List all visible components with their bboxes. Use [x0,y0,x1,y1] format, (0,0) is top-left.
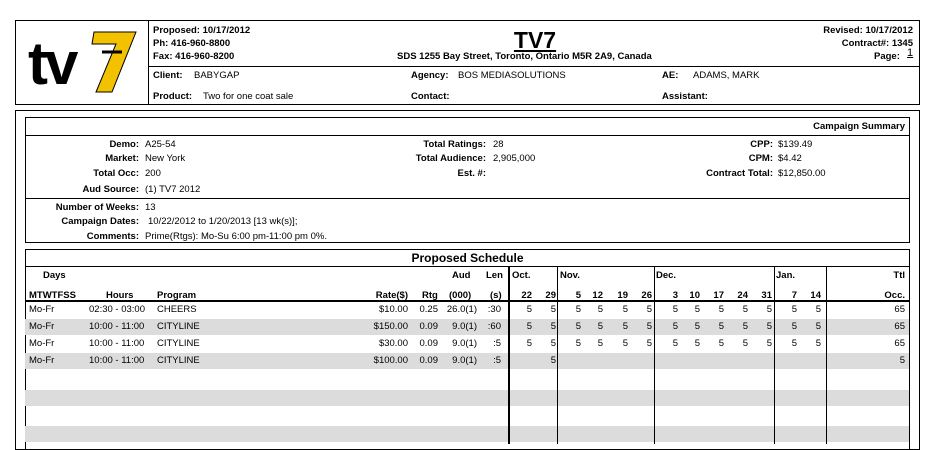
col-occ: Occ. [884,290,905,301]
total-audience-label: Total Audience: [415,153,486,164]
row-rtg: 0.09 [419,355,438,366]
header-box [15,20,920,105]
comments-label: Comments: [86,231,139,242]
ae-label: AE: [662,70,679,81]
row-rate: $150.00 [373,321,408,332]
col-aud: Aud [452,270,471,281]
row-spot: 5 [718,321,724,332]
row-spot: 5 [815,321,821,332]
row-spot: 5 [550,355,556,366]
weeks-value: 13 [145,202,156,213]
row-occ: 65 [894,304,905,315]
market-value: New York [145,153,186,164]
total-ratings-value: 28 [493,139,504,150]
row-spot: 5 [550,338,556,349]
col-rate: Rate($) [375,290,408,301]
campaign-dates-label: Campaign Dates: [61,216,139,227]
week-header: 5 [575,290,581,301]
col-ttl: Ttl [893,270,905,281]
row-days: Mo-Fr [29,304,55,315]
month-nov: Nov. [560,270,580,281]
month-divider-end [826,266,827,444]
week-header: 26 [641,290,652,301]
row-spot: 5 [597,321,603,332]
phone: Ph: 416-960-8800 [153,38,231,49]
page-number: 1 [907,47,914,59]
row-spot: 5 [766,338,772,349]
campaign-dates-value: 10/22/2012 to 1/20/2013 [13 wk(s)]; [148,216,298,227]
aud-source-label: Aud Source: [82,184,139,195]
week-header: 10 [689,290,700,301]
summary-title-line [25,135,910,136]
schedule-title: Proposed Schedule [411,251,524,265]
row-program: CITYLINE [157,355,200,366]
contact-label: Contact: [411,91,450,102]
cpm-value: $4.42 [778,153,802,164]
row-spot: 5 [815,304,821,315]
proposed-date: Proposed: 10/17/2012 [153,25,251,36]
row-spot: 5 [646,321,652,332]
contract-number: Contract#: 1345 [841,38,913,49]
schedule-title-line [25,266,910,267]
week-header: 12 [592,290,603,301]
row-rate: $30.00 [378,338,408,349]
row-spot: 5 [742,321,748,332]
header-divider [148,20,149,105]
col-program: Program [157,290,197,301]
col-hours: Hours [106,290,134,301]
col-len-s: (s) [490,290,502,301]
week-header: 7 [791,290,797,301]
row-aud: 9.0(1) [452,321,477,332]
month-dec: Dec. [656,270,677,281]
row-spot: 5 [742,338,748,349]
row-hours: 10:00 - 11:00 [89,321,145,332]
row-aud: 9.0(1) [452,338,477,349]
row-len: :5 [493,355,501,366]
total-occ-label: Total Occ: [93,168,139,179]
weeks-label: Number of Weeks: [55,202,139,213]
row-spot: 5 [550,304,556,315]
row-spot: 5 [766,321,772,332]
row-program: CITYLINE [157,338,200,349]
row-len: :60 [487,321,501,332]
product-value: Two for one coat sale [203,91,294,102]
row-rtg: 0.25 [419,304,438,315]
week-header: 17 [713,290,724,301]
row-spot: 5 [815,338,821,349]
week-header: 31 [761,290,772,301]
row-spot: 5 [646,304,652,315]
row-spot: 5 [791,304,797,315]
month-divider-jan [774,266,775,444]
row-spot: 5 [672,338,678,349]
row-spot: 5 [597,338,603,349]
total-audience-value: 2,905,000 [493,153,536,164]
summary-mid-line [25,198,910,199]
week-header: 24 [737,290,748,301]
row-spot: 5 [526,338,532,349]
agency-value: BOS MEDIASOLUTIONS [458,70,566,81]
row-spot: 5 [622,338,628,349]
row-rtg: 0.09 [419,321,438,332]
client-label: Client: [153,70,183,81]
header-mid-line [148,66,920,67]
row-spot: 5 [694,338,700,349]
col-mtwtfss: MTWTFSS [29,290,76,301]
contract-total-value: $12,850.00 [778,168,826,179]
row-spot: 5 [791,321,797,332]
revised-date: Revised: 10/17/2012 [823,25,913,36]
row-program: CHEERS [157,304,197,315]
market-label: Market: [105,153,139,164]
row-spot: 5 [526,304,532,315]
aud-source-value: (1) TV7 2012 [145,184,201,195]
row-len: :30 [487,304,501,315]
row-hours: 10:00 - 11:00 [89,355,145,366]
row-program: CITYLINE [157,321,200,332]
contract-total-label: Contract Total: [706,168,773,179]
row-occ: 5 [899,355,905,366]
row-spot: 5 [575,321,581,332]
comments-value: Prime(Rtgs): Mo-Su 6:00 pm-11:00 pm 0%. [145,231,327,242]
row-spot: 5 [597,304,603,315]
total-occ-value: 200 [145,168,161,179]
row-hours: 02:30 - 03:00 [89,304,145,315]
week-header: 29 [545,290,556,301]
row-rate: $10.00 [378,304,408,315]
row-spot: 5 [622,304,628,315]
fax: Fax: 416-960-8200 [153,51,235,62]
ae-value: ADAMS, MARK [693,70,760,81]
row-days: Mo-Fr [29,338,55,349]
campaign-summary-title: Campaign Summary [813,121,905,132]
row-spot: 5 [672,304,678,315]
row-spot: 5 [718,304,724,315]
col-rtg: Rtg [422,290,438,301]
row-spot: 5 [742,304,748,315]
row-hours: 10:00 - 11:00 [89,338,145,349]
agency-label: Agency: [411,70,449,81]
col-aud-000: (000) [449,290,472,301]
station-address: SDS 1255 Bay Street, Toronto, Ontario M5R 2A9, Canada [397,51,652,62]
week-header: 3 [672,290,678,301]
cpp-label: CPP: [750,139,773,150]
week-header: 19 [617,290,628,301]
row-spot: 5 [575,304,581,315]
svg-text:tv: tv [28,30,76,96]
product-label: Product: [153,91,193,102]
row-spot: 5 [646,338,652,349]
page-label: Page: [874,51,900,62]
row-aud: 26.0(1) [446,304,477,315]
demo-value: A25-54 [145,139,176,150]
row-spot: 5 [672,321,678,332]
col-days: Days [43,270,66,281]
row-spot: 5 [718,338,724,349]
row-days: Mo-Fr [29,321,55,332]
row-spot: 5 [694,304,700,315]
row-rtg: 0.09 [419,338,438,349]
row-spot: 5 [694,321,700,332]
row-occ: 65 [894,321,905,332]
assistant-label: Assistant: [662,91,708,102]
col-len: Len [486,270,503,281]
station-title: TV7 [513,27,557,53]
week-header: 14 [810,290,821,301]
client-value: BABYGAP [194,70,240,81]
month-oct: Oct. [512,270,531,281]
month-divider-oct [508,266,510,444]
row-days: Mo-Fr [29,355,55,366]
month-divider-nov [557,266,558,444]
row-aud: 9.0(1) [452,355,477,366]
row-occ: 65 [894,338,905,349]
row-rate: $100.00 [373,355,408,366]
row-spot: 5 [791,338,797,349]
row-spot: 5 [575,338,581,349]
demo-label: Demo: [109,139,139,150]
week-header: 22 [521,290,532,301]
row-band [25,390,909,406]
cpm-label: CPM: [748,153,773,164]
row-spot: 5 [550,321,556,332]
est-label: Est. #: [457,168,486,179]
row-len: :5 [493,338,501,349]
row-band [25,426,909,442]
total-ratings-label: Total Ratings: [423,139,486,150]
tv7-logo [26,26,138,96]
cpp-value: $139.49 [778,139,813,150]
row-spot: 5 [526,321,532,332]
row-spot: 5 [622,321,628,332]
row-spot: 5 [766,304,772,315]
month-divider-dec [654,266,655,444]
month-jan: Jan. [776,270,796,281]
